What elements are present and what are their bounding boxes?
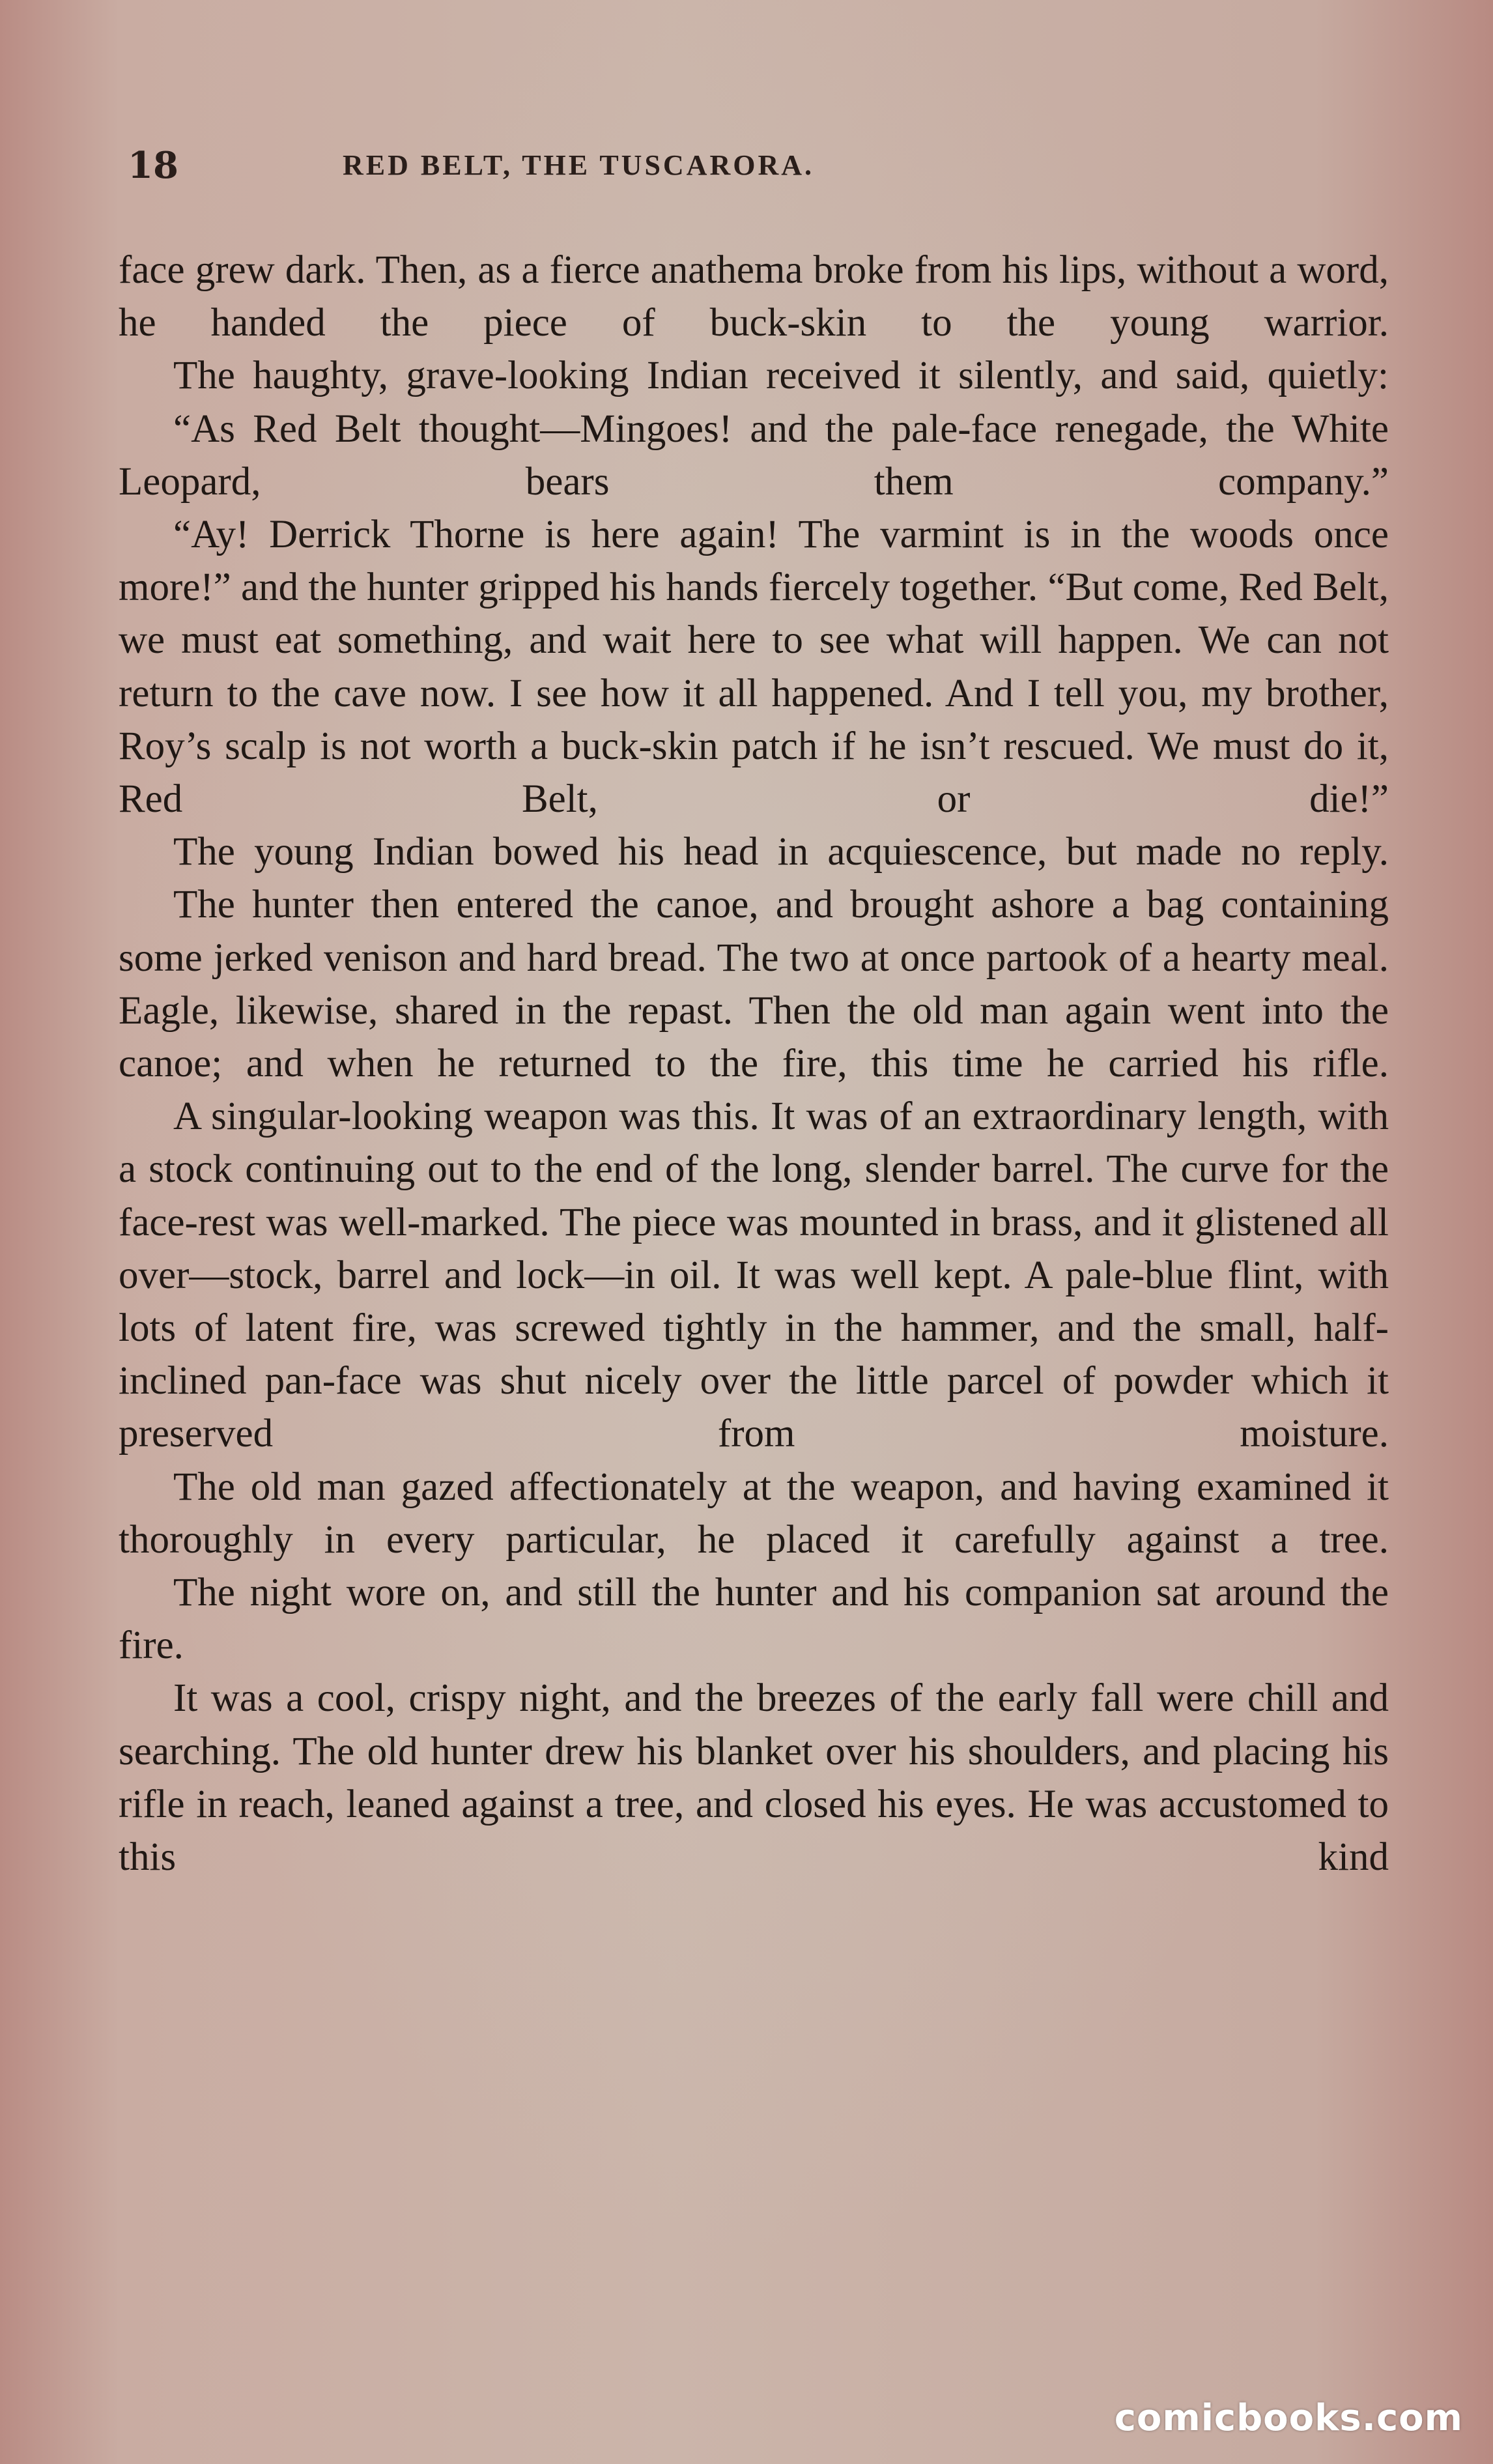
paragraph-8: The old man gazed affectionately at the weapon, and having examined it thoroughly in every particular, he placed it carefully against a tree. bbox=[119, 1465, 1389, 1562]
page-number: 18 bbox=[128, 144, 178, 187]
paragraph-10: It was a cool, crispy night, and the breezes of the early fall were chill and searching. The old hunter drew his blanket over his shoulders, and placing his rifle in reach, leaned against a tree, and closed his eyes. He was accustomed to this kind bbox=[119, 1676, 1389, 1880]
paragraph-2: The haughty, grave-looking Indian received it silently, and said, quietly: bbox=[173, 354, 1389, 398]
paragraph-4: “Ay! Derrick Thorne is here again! The varmint is in the woods once more!” and the hunter gripped his hands fiercely together. “But come, Red Belt, we must eat something, and wait here to see what will happen. We can not return to the cave now. I see how it all happened. And I tell you, my brother, Roy’s scalp is not worth a buck-skin patch if he isn’t rescued. We must do it, Red Belt, or die!” bbox=[119, 513, 1389, 822]
paragraph-5: The young Indian bowed his head in acquiescence, but made no reply. bbox=[173, 830, 1389, 874]
paragraph-3: “As Red Belt thought—Mingoes! and the pale-face renegade, the White Leopard, bears them company.” bbox=[119, 407, 1389, 504]
body-text bbox=[119, 244, 1389, 1884]
paragraph-9: The night wore on, and still the hunter and his companion sat around the fire. bbox=[119, 1571, 1389, 1668]
page-header bbox=[128, 139, 1391, 192]
running-head: RED BELT, THE TUSCARORA. bbox=[343, 149, 815, 181]
watermark: comicbooks.com bbox=[1114, 2397, 1463, 2439]
paragraph-6: The hunter then entered the canoe, and brought ashore a bag containing some jerked venison and hard bread. The two at once partook of a hearty meal. Eagle, likewise, shared in the repast. Then the old man again went into the canoe; and when he returned to the fire, this time he carried his rifle. bbox=[119, 883, 1389, 1086]
paragraph-1: face grew dark. Then, as a fierce anathema broke from his lips, without a word, he handed the piece of buck-skin to the young warrior. bbox=[119, 248, 1389, 345]
paragraph-7: A singular-looking weapon was this. It was of an extraordinary length, with a stock continuing out to the end of the long, slender barrel. The curve for the face-rest was well-marked. The piece was mounted in brass, and it glistened all over—stock, barrel and lock—in oil. It was well kept. A pale-blue flint, with lots of latent fire, was screwed tightly in the hammer, and the small, half-inclined pan-face was shut nicely over the little parcel of powder which it preserved from moisture. bbox=[119, 1095, 1389, 1456]
